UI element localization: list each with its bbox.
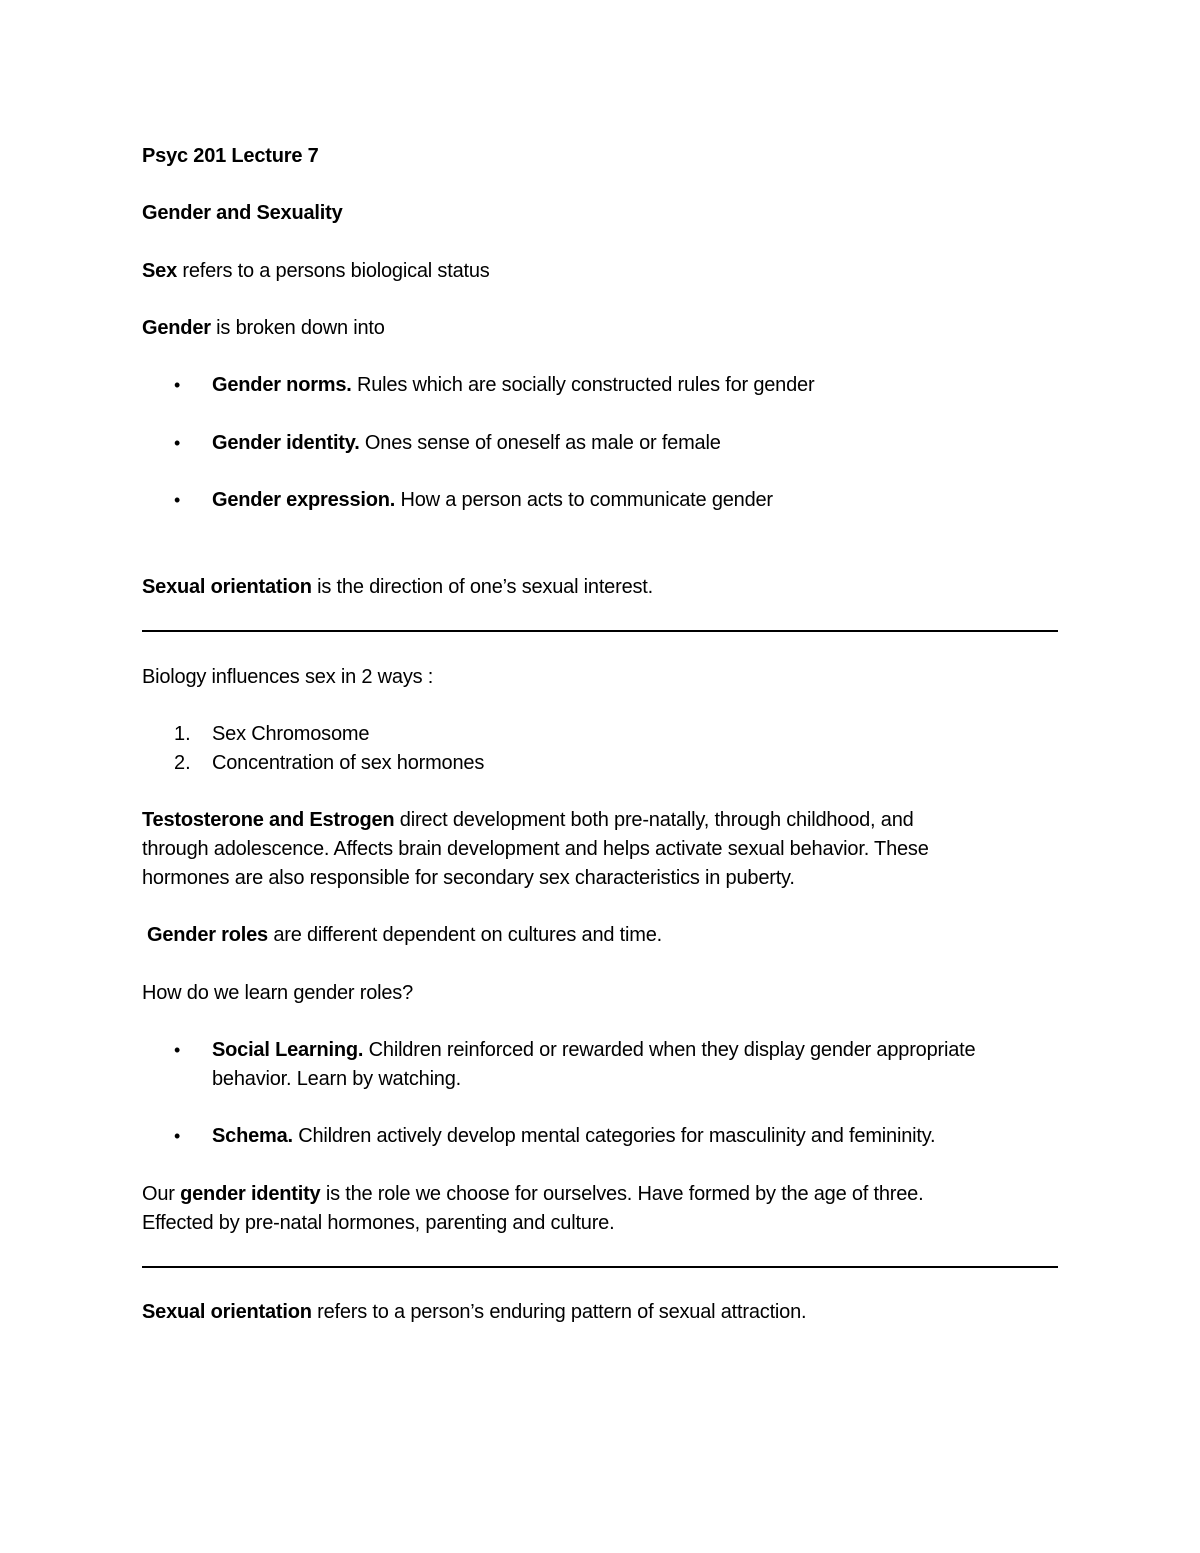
paragraph-text: is the role we choose for ourselves. Have formed by the age of three. [320, 1183, 924, 1205]
definition-text: is broken down into [210, 317, 385, 339]
term: Testosterone and Estrogen [142, 809, 395, 831]
term: Gender identity. [212, 432, 360, 454]
bullet-icon: • [174, 490, 181, 510]
hormones-paragraph-line [142, 806, 914, 834]
item-text: Children reinforced or rewarded when they display gender appropriate [363, 1039, 976, 1061]
bullet-icon: • [174, 375, 181, 395]
bullet-icon: • [174, 1040, 181, 1060]
term: Gender roles [147, 924, 268, 946]
list-item [212, 486, 773, 514]
list-item: Concentration of sex hormones [212, 752, 485, 774]
horizontal-divider [142, 630, 1058, 632]
term: Gender expression. [212, 489, 396, 511]
orientation-definition [142, 573, 653, 601]
term: Gender [142, 317, 211, 339]
identity-paragraph-line [142, 1180, 923, 1208]
item-text: Rules which are socially constructed rules for gender [351, 374, 815, 396]
list-item-continuation: behavior. Learn by watching. [212, 1068, 462, 1090]
term: Sex [142, 260, 177, 282]
list-item: Sex Chromosome [212, 723, 370, 745]
hormones-paragraph-line: through adolescence. Affects brain development and helps activate sexual behavior. These [142, 838, 929, 860]
paragraph-text: direct development both pre-natally, through childhood, and [394, 809, 914, 831]
item-text: Ones sense of oneself as male or female [359, 432, 721, 454]
lecture-title: Psyc 201 Lecture 7 [142, 145, 319, 167]
list-item [212, 429, 721, 457]
bullet-icon: • [174, 1126, 181, 1146]
bullet-icon: • [174, 433, 181, 453]
gender-roles-statement [147, 921, 662, 949]
paragraph-text: Our [142, 1183, 181, 1205]
term: Social Learning. [212, 1039, 364, 1061]
orientation-definition-2 [142, 1298, 806, 1326]
term: Sexual orientation [142, 1301, 312, 1323]
identity-paragraph-line: Effected by pre-natal hormones, parenting and culture. [142, 1212, 615, 1234]
term: Gender norms. [212, 374, 352, 396]
gender-intro [142, 314, 385, 342]
section-heading: Gender and Sexuality [142, 202, 343, 224]
biology-intro: Biology influences sex in 2 ways : [142, 666, 434, 688]
definition-text: refers to a person’s enduring pattern of sexual attraction. [311, 1301, 807, 1323]
definition-text: is the direction of one’s sexual interest. [311, 576, 654, 598]
hormones-paragraph-line: hormones are also responsible for secondary sex characteristics in puberty. [142, 867, 795, 889]
learn-question: How do we learn gender roles? [142, 982, 414, 1004]
list-item [212, 371, 814, 399]
term: gender identity [180, 1183, 321, 1205]
statement-text: are different dependent on cultures and time. [267, 924, 663, 946]
list-number: 1. [174, 723, 191, 745]
item-text: Children actively develop mental categories for masculinity and femininity. [292, 1125, 936, 1147]
term: Sexual orientation [142, 576, 312, 598]
horizontal-divider [142, 1266, 1058, 1268]
term: Schema. [212, 1125, 293, 1147]
definition-text: refers to a persons biological status [177, 260, 490, 282]
list-number: 2. [174, 752, 191, 774]
list-item [212, 1036, 975, 1064]
list-item [212, 1122, 935, 1150]
sex-definition [142, 257, 490, 285]
item-text: How a person acts to communicate gender [395, 489, 773, 511]
